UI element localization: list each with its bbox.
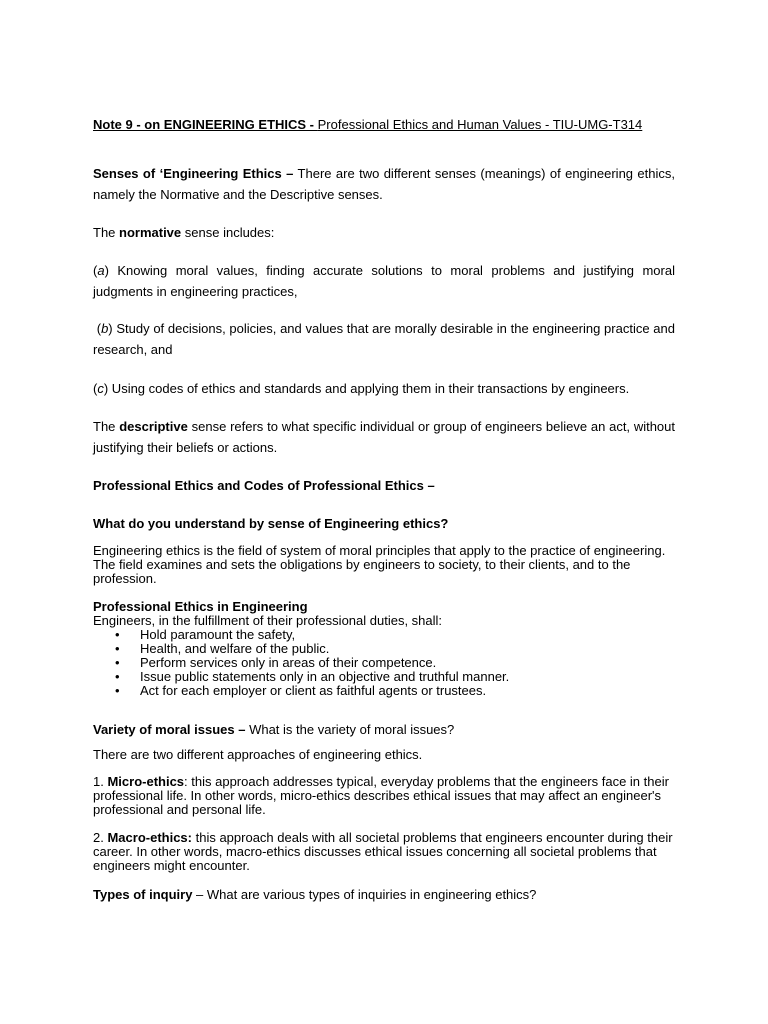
normative-paragraph: The normative sense includes: [93,225,275,240]
list-item: • Issue public statements only in an objective and truthful manner. [93,670,675,684]
macro-ethics-term: Macro-ethics: [107,830,192,845]
list-item: • Perform services only in areas of their competence. [93,656,675,670]
descriptive-paragraph: The descriptive sense refers to what specific individual or group of engineers believe an act, without justifying their beliefs or actions. [93,419,676,455]
item-a: (a) Knowing moral values, finding accurate solutions to moral problems and justifying moral judgments in engineering practices, [93,263,675,299]
note-title-bold: Note 9 - on ENGINEERING ETHICS - [93,117,318,132]
micro-ethics-term: Micro-ethics [107,774,185,789]
senses-paragraph [93,163,675,205]
senses-text: There are two different senses (meanings) of engineering ethics, namely the Normative and the Descriptive senses. [93,166,676,202]
prof-codes-heading: Professional Ethics and Codes of Professional Ethics – [93,478,435,493]
normative-term: normative [119,225,182,240]
senses-heading: Senses of ‘Engineering Ethics – [93,166,294,181]
pe-heading: Professional Ethics in Engineering [93,599,308,614]
list-item: • Health, and welfare of the public. [93,642,675,656]
micro-ethics-paragraph: 1. Micro-ethics: this approach addresses typical, everyday problems that the engineers face in their professional life. In other words, micro-ethics describes ethical issues that may affect an engineer's professional and personal life. [93,774,669,817]
variety-paragraph: Variety of moral issues – What is the variety of moral issues? [93,722,455,737]
duties-list [93,628,675,698]
list-item: • Hold paramount the safety, [93,628,675,642]
descriptive-term: descriptive [119,419,188,434]
inquiry-paragraph: Types of inquiry – What are various types of inquiries in engineering ethics? [93,887,537,902]
question-heading: What do you understand by sense of Engineering ethics? [93,516,449,531]
professional-ethics-section [93,600,675,698]
approaches-paragraph: There are two different approaches of engineering ethics. [93,747,423,762]
list-item: • Act for each employer or client as faithful agents or trustees. [93,684,675,698]
pe-intro: Engineers, in the fulfillment of their professional duties, shall: [93,613,443,628]
item-b: (b) Study of decisions, policies, and values that are morally desirable in the engineering practice and research, and [93,321,679,357]
note-title [93,117,675,132]
definition-paragraph: Engineering ethics is the field of system of moral principles that apply to the practice of engineering. The field examines and sets the obligations by engineers to society, to their clients, and to the profession. [93,543,666,586]
macro-ethics-paragraph: 2. Macro-ethics: this approach deals with all societal problems that engineers encounter during their career. In other words, macro-ethics discusses ethical issues concerning all societal problems that engineers might encounter. [93,830,673,873]
item-c: (c) Using codes of ethics and standards and applying them in their transactions by engineers. [93,381,630,396]
note-title-rest: Professional Ethics and Human Values - TIU-UMG-T314 [317,117,643,132]
